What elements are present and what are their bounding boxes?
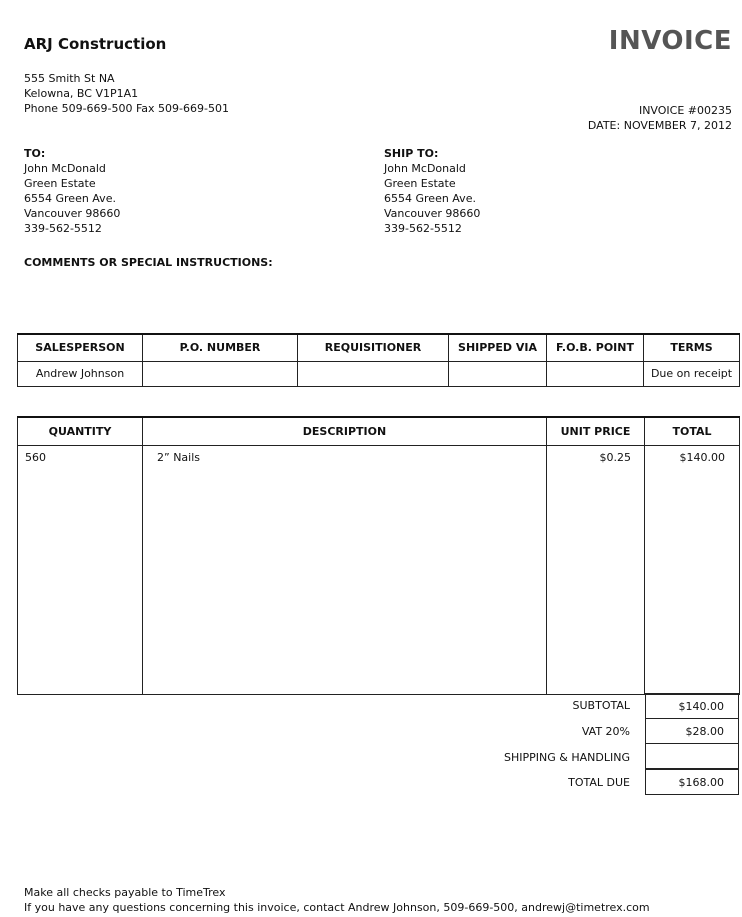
subtotal-value: $140.00 <box>645 693 739 719</box>
footer-note <box>24 885 650 915</box>
footer-line1: Make all checks payable to TimeTrex <box>24 886 226 899</box>
header-terms: TERMS <box>644 334 740 361</box>
document-title: INVOICE <box>608 26 732 56</box>
item-description: 2” Nails <box>143 445 547 694</box>
invoice-date: DATE: NOVEMBER 7, 2012 <box>587 119 732 132</box>
salesperson-value: Andrew Johnson <box>18 361 143 386</box>
po-number-value <box>143 361 298 386</box>
company-name: ARJ Construction <box>24 35 167 53</box>
ship-to-line: 339-562-5512 <box>384 222 462 235</box>
ship-to-line: John McDonald <box>384 162 466 175</box>
total-due-value: $168.00 <box>645 769 739 795</box>
bill-to-label: TO: <box>24 147 46 160</box>
ship-to-block <box>384 146 480 236</box>
requisitioner-value <box>298 361 449 386</box>
footer-line2: If you have any questions concerning this invoice, contact Andrew Johnson, 509-669-500, andrewj@timetrex.com <box>24 901 650 914</box>
total-due-label: TOTAL DUE <box>568 776 630 789</box>
header-po-number: P.O. NUMBER <box>143 334 298 361</box>
header-description: DESCRIPTION <box>143 417 547 445</box>
header-quantity: QUANTITY <box>18 417 143 445</box>
ship-to-line: 6554 Green Ave. <box>384 192 476 205</box>
item-total: $140.00 <box>645 445 740 694</box>
comments-label: COMMENTS OR SPECIAL INSTRUCTIONS: <box>24 256 273 269</box>
header-total: TOTAL <box>645 417 740 445</box>
shipping-label: SHIPPING & HANDLING <box>504 751 630 764</box>
company-phone-fax: Phone 509-669-500 Fax 509-669-501 <box>24 102 229 115</box>
fob-point-value <box>547 361 644 386</box>
invoice-meta <box>588 103 732 133</box>
header-fob-point: F.O.B. POINT <box>547 334 644 361</box>
terms-value: Due on receipt <box>644 361 740 386</box>
item-unit-price: $0.25 <box>547 445 645 694</box>
table-row <box>18 445 740 694</box>
header-requisitioner: REQUISITIONER <box>298 334 449 361</box>
bill-to-line: Green Estate <box>24 177 96 190</box>
vat-value: $28.00 <box>645 718 739 744</box>
header-unit-price: UNIT PRICE <box>547 417 645 445</box>
header-shipped-via: SHIPPED VIA <box>449 334 547 361</box>
bill-to-line: 6554 Green Ave. <box>24 192 116 205</box>
header-salesperson: SALESPERSON <box>18 334 143 361</box>
shipping-value <box>645 743 739 769</box>
subtotal-label: SUBTOTAL <box>572 699 630 712</box>
bill-to-line: Vancouver 98660 <box>24 207 121 220</box>
shipped-via-value <box>449 361 547 386</box>
ship-to-line: Vancouver 98660 <box>384 207 481 220</box>
ship-to-label: SHIP TO: <box>384 147 439 160</box>
line-items-table <box>17 416 740 695</box>
bill-to-line: 339-562-5512 <box>24 222 102 235</box>
company-address-line1: 555 Smith St NA <box>24 72 115 85</box>
company-address <box>24 71 229 116</box>
bill-to-block <box>24 146 120 236</box>
bill-to-line: John McDonald <box>24 162 106 175</box>
item-quantity: 560 <box>18 445 143 694</box>
ship-to-line: Green Estate <box>384 177 456 190</box>
company-address-line2: Kelowna, BC V1P1A1 <box>24 87 139 100</box>
order-info-table <box>17 333 740 387</box>
vat-label: VAT 20% <box>581 725 630 738</box>
invoice-number: INVOICE #00235 <box>638 104 732 117</box>
